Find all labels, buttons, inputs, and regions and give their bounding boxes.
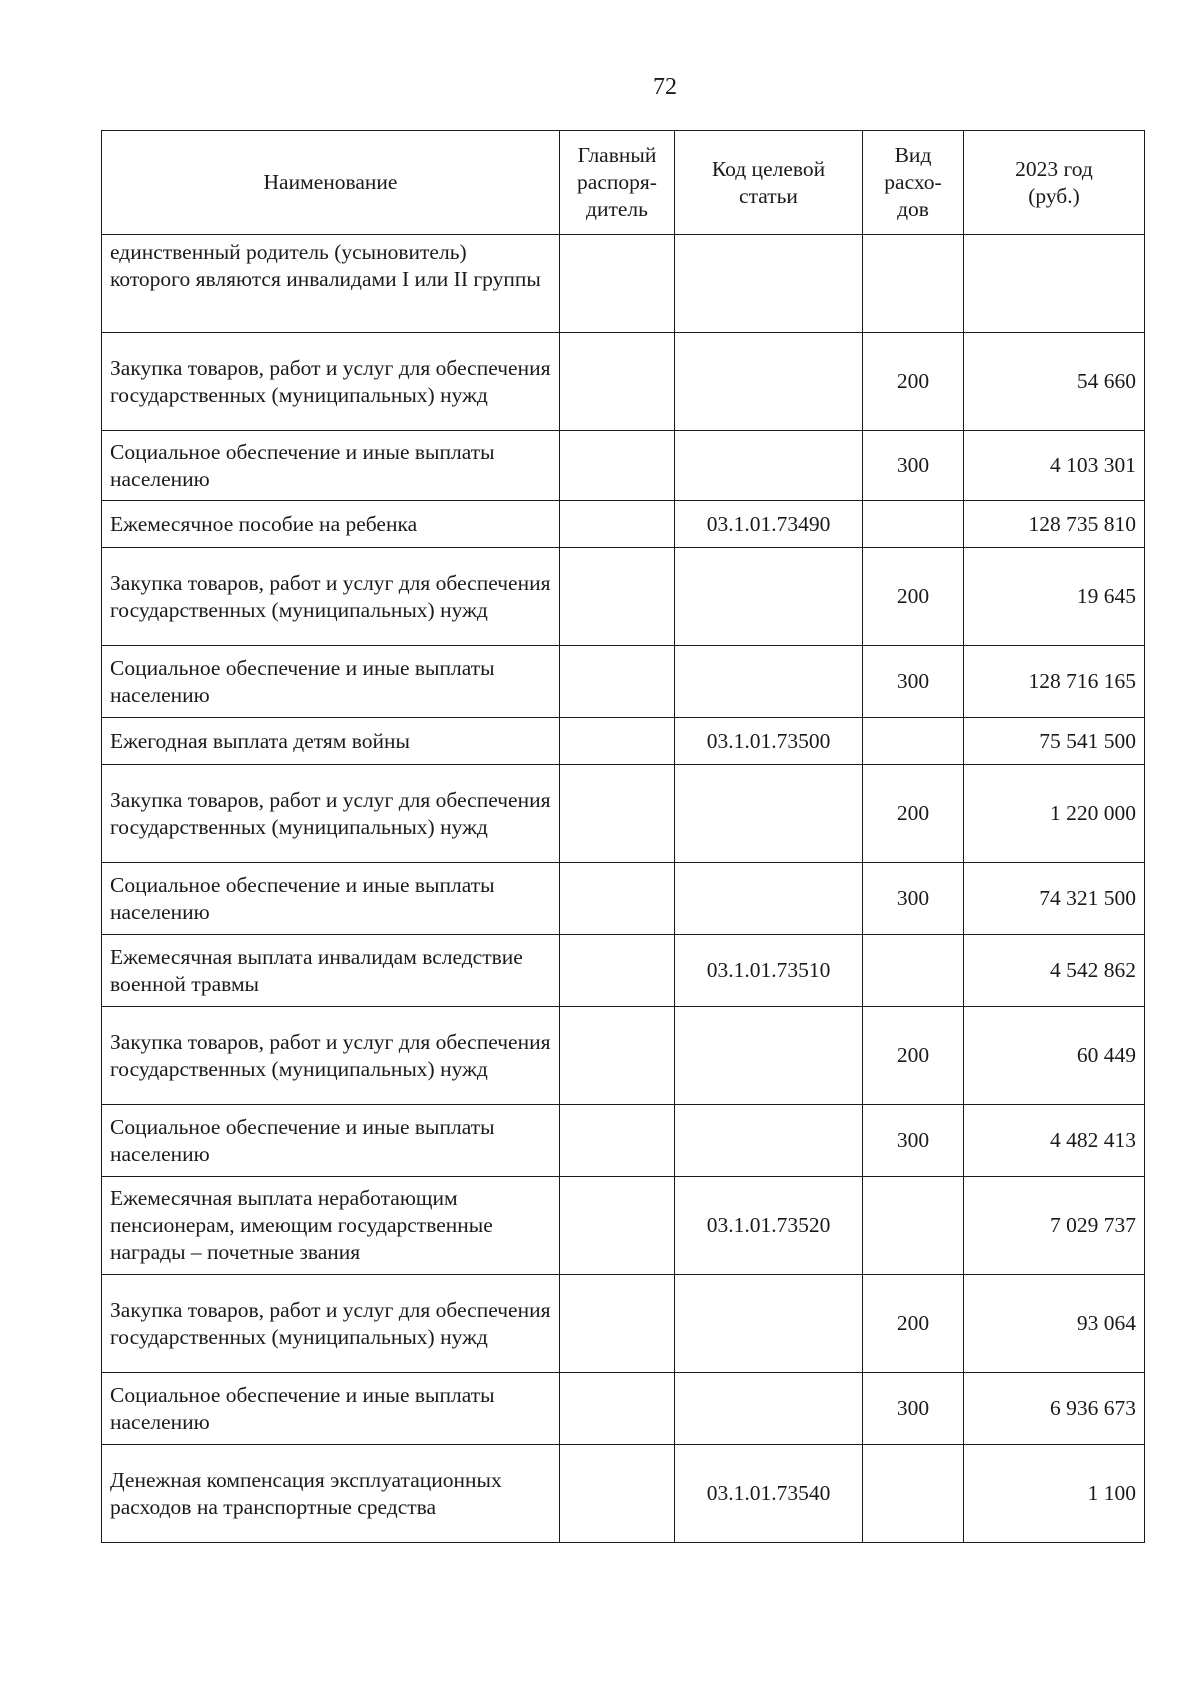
row-manager	[560, 1445, 675, 1543]
row-name: Закупка товаров, работ и услуг для обеспечения государственных (муниципальных) нужд	[102, 765, 560, 863]
row-manager	[560, 935, 675, 1007]
row-name: Денежная компенсация эксплуатационных расходов на транспортные средства	[102, 1445, 560, 1543]
header-manager: Главный распоря- дитель	[560, 131, 675, 235]
row-name: Социальное обеспечение и иные выплаты населению	[102, 863, 560, 935]
row-target-code	[675, 863, 863, 935]
row-target-code	[675, 1105, 863, 1177]
row-target-code: 03.1.01.73500	[675, 718, 863, 765]
table-row	[102, 646, 1145, 718]
row-expense-type: 200	[863, 333, 964, 431]
row-target-code	[675, 548, 863, 646]
row-target-code: 03.1.01.73490	[675, 501, 863, 548]
row-amount: 74 321 500	[964, 863, 1145, 935]
table-row	[102, 1373, 1145, 1445]
row-target-code: 03.1.01.73510	[675, 935, 863, 1007]
row-expense-type	[863, 1445, 964, 1543]
row-expense-type: 300	[863, 1105, 964, 1177]
budget-table	[101, 130, 1145, 1543]
table-header	[102, 131, 1145, 235]
row-name: Социальное обеспечение и иные выплаты населению	[102, 646, 560, 718]
row-expense-type: 300	[863, 431, 964, 501]
row-target-code	[675, 235, 863, 333]
table-row	[102, 935, 1145, 1007]
row-amount: 4 103 301	[964, 431, 1145, 501]
row-amount: 60 449	[964, 1007, 1145, 1105]
row-name: Закупка товаров, работ и услуг для обеспечения государственных (муниципальных) нужд	[102, 548, 560, 646]
row-expense-type: 300	[863, 1373, 964, 1445]
row-target-code	[675, 1373, 863, 1445]
row-manager	[560, 501, 675, 548]
row-name: Социальное обеспечение и иные выплаты населению	[102, 1373, 560, 1445]
row-expense-type	[863, 718, 964, 765]
row-target-code	[675, 1007, 863, 1105]
table-body	[102, 235, 1145, 1543]
row-amount: 93 064	[964, 1275, 1145, 1373]
row-name: Ежемесячное пособие на ребенка	[102, 501, 560, 548]
header-expense-type: Вид расхо- дов	[863, 131, 964, 235]
row-manager	[560, 1105, 675, 1177]
header-year: 2023 год (руб.)	[964, 131, 1145, 235]
row-manager	[560, 718, 675, 765]
row-target-code: 03.1.01.73520	[675, 1177, 863, 1275]
row-amount: 4 542 862	[964, 935, 1145, 1007]
row-manager	[560, 1177, 675, 1275]
row-expense-type	[863, 235, 964, 333]
table-row	[102, 548, 1145, 646]
row-amount: 1 220 000	[964, 765, 1145, 863]
row-amount: 54 660	[964, 333, 1145, 431]
row-name: единственный родитель (усыновитель) которого являются инвалидами I или II группы	[102, 235, 560, 333]
row-target-code	[675, 333, 863, 431]
row-target-code	[675, 431, 863, 501]
row-expense-type: 300	[863, 646, 964, 718]
table-row	[102, 1275, 1145, 1373]
row-name: Ежемесячная выплата инвалидам вследствие военной травмы	[102, 935, 560, 1007]
row-target-code	[675, 765, 863, 863]
row-name: Закупка товаров, работ и услуг для обеспечения государственных (муниципальных) нужд	[102, 333, 560, 431]
row-expense-type	[863, 1177, 964, 1275]
row-target-code	[675, 646, 863, 718]
table-row	[102, 863, 1145, 935]
row-expense-type: 200	[863, 765, 964, 863]
table-row	[102, 431, 1145, 501]
row-manager	[560, 863, 675, 935]
row-manager	[560, 1275, 675, 1373]
table-row	[102, 235, 1145, 333]
row-amount: 128 735 810	[964, 501, 1145, 548]
table-row	[102, 1105, 1145, 1177]
row-name: Социальное обеспечение и иные выплаты населению	[102, 1105, 560, 1177]
row-name: Закупка товаров, работ и услуг для обеспечения государственных (муниципальных) нужд	[102, 1007, 560, 1105]
row-name: Социальное обеспечение и иные выплаты населению	[102, 431, 560, 501]
table-row	[102, 1177, 1145, 1275]
row-expense-type: 200	[863, 548, 964, 646]
page-number: 72	[653, 74, 677, 100]
row-amount: 1 100	[964, 1445, 1145, 1543]
table-row	[102, 1445, 1145, 1543]
row-name: Закупка товаров, работ и услуг для обеспечения государственных (муниципальных) нужд	[102, 1275, 560, 1373]
row-target-code	[675, 1275, 863, 1373]
row-manager	[560, 548, 675, 646]
table-row	[102, 718, 1145, 765]
row-amount: 75 541 500	[964, 718, 1145, 765]
row-expense-type: 200	[863, 1275, 964, 1373]
table-row	[102, 765, 1145, 863]
row-manager	[560, 333, 675, 431]
table-row	[102, 333, 1145, 431]
table-row	[102, 1007, 1145, 1105]
row-manager	[560, 235, 675, 333]
row-manager	[560, 646, 675, 718]
row-manager	[560, 1373, 675, 1445]
row-amount: 6 936 673	[964, 1373, 1145, 1445]
row-amount	[964, 235, 1145, 333]
row-manager	[560, 1007, 675, 1105]
header-target-code: Код целевой статьи	[675, 131, 863, 235]
header-name: Наименование	[102, 131, 560, 235]
row-amount: 4 482 413	[964, 1105, 1145, 1177]
row-expense-type	[863, 501, 964, 548]
row-expense-type: 300	[863, 863, 964, 935]
row-name: Ежемесячная выплата неработающим пенсионерам, имеющим государственные награды – почетные звания	[102, 1177, 560, 1275]
table-row	[102, 501, 1145, 548]
row-manager	[560, 431, 675, 501]
row-target-code: 03.1.01.73540	[675, 1445, 863, 1543]
row-amount: 128 716 165	[964, 646, 1145, 718]
row-manager	[560, 765, 675, 863]
row-expense-type: 200	[863, 1007, 964, 1105]
header-row	[102, 131, 1145, 235]
row-name: Ежегодная выплата детям войны	[102, 718, 560, 765]
row-amount: 19 645	[964, 548, 1145, 646]
row-expense-type	[863, 935, 964, 1007]
row-amount: 7 029 737	[964, 1177, 1145, 1275]
